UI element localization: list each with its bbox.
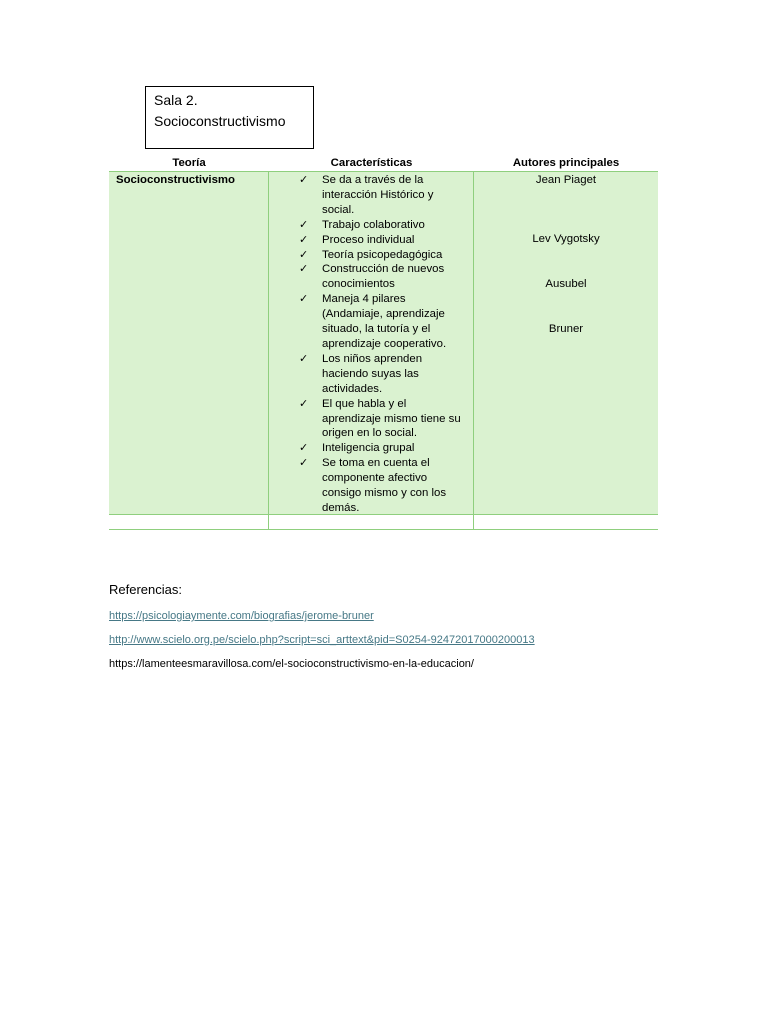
characteristics-list (269, 173, 473, 516)
list-item (269, 233, 473, 248)
reference-text-lamente: https://lamenteesmaravillosa.com/el-socioconstructivismo-en-la-educacion/ (109, 658, 474, 670)
title-line-2: Socioconstructivismo (154, 113, 286, 129)
list-item (269, 292, 473, 352)
theory-cell: Socioconstructivismo (109, 172, 269, 514)
characteristic-text: Trabajo colaborativo (322, 218, 425, 231)
title-box (145, 86, 314, 149)
title-line-1: Sala 2. (154, 92, 198, 108)
list-item (269, 352, 473, 397)
checkmark-icon: ✓ (299, 442, 309, 455)
characteristic-text: Teoría psicopedagógica (322, 248, 443, 261)
checkmark-icon: ✓ (299, 397, 309, 410)
characteristics-cell (269, 172, 474, 514)
list-item (269, 441, 473, 456)
empty-cell (109, 515, 269, 529)
checkmark-icon: ✓ (299, 174, 309, 186)
list-item (269, 248, 473, 263)
checkmark-icon: ✓ (299, 248, 309, 261)
theory-table (109, 155, 658, 530)
characteristic-text: Construcción de nuevos conocimientos (322, 263, 445, 291)
checkmark-icon: ✓ (299, 293, 309, 306)
list-item (269, 456, 473, 516)
characteristic-text: Se toma en cuenta el componente afectivo consigo mismo y con los demás. (322, 457, 447, 514)
characteristic-text: Inteligencia grupal (322, 442, 415, 455)
characteristic-text: El que habla y el aprendizaje mismo tiene su origen en lo social. (322, 397, 461, 440)
reference-link-bruner[interactable]: https://psicologiaymente.com/biografias/jerome-bruner (109, 610, 374, 622)
list-item (269, 397, 473, 442)
checkmark-icon: ✓ (299, 263, 309, 276)
header-theory: Teoría (172, 157, 206, 169)
references-heading: Referencias: (109, 582, 182, 597)
header-authors: Autores principales (512, 157, 620, 169)
characteristic-text: Proceso individual (322, 233, 415, 246)
checkmark-icon: ✓ (299, 352, 309, 365)
author-piaget: Jean Piaget (535, 174, 597, 186)
list-item (269, 173, 473, 218)
checkmark-icon: ✓ (299, 218, 309, 231)
reference-link-scielo[interactable]: http://www.scielo.org.pe/scielo.php?script=sci_arttext&pid=S0254-92472017000200013 (109, 634, 535, 646)
author-vygotsky: Lev Vygotsky (532, 233, 600, 245)
header-characteristics: Características (330, 157, 413, 169)
characteristic-text: Se da a través de la interacción Histórico y social. (322, 174, 434, 216)
list-item (269, 262, 473, 292)
table-row-empty (109, 515, 658, 530)
checkmark-icon: ✓ (299, 457, 309, 470)
checkmark-icon: ✓ (299, 233, 309, 246)
authors-cell (474, 172, 658, 514)
characteristic-text: Los niños aprenden haciendo suyas las actividades. (322, 352, 423, 395)
list-item (269, 218, 473, 233)
empty-cell (269, 515, 474, 529)
references-section (109, 582, 669, 670)
author-ausubel: Ausubel (545, 278, 587, 290)
empty-cell (474, 515, 658, 529)
author-bruner: Bruner (548, 323, 584, 335)
table-header-row (109, 155, 658, 172)
characteristic-text: Maneja 4 pilares (Andamiaje, aprendizaje situado, la tutoría y el aprendizaje cooperativo. (322, 293, 447, 350)
table-row (109, 172, 658, 515)
